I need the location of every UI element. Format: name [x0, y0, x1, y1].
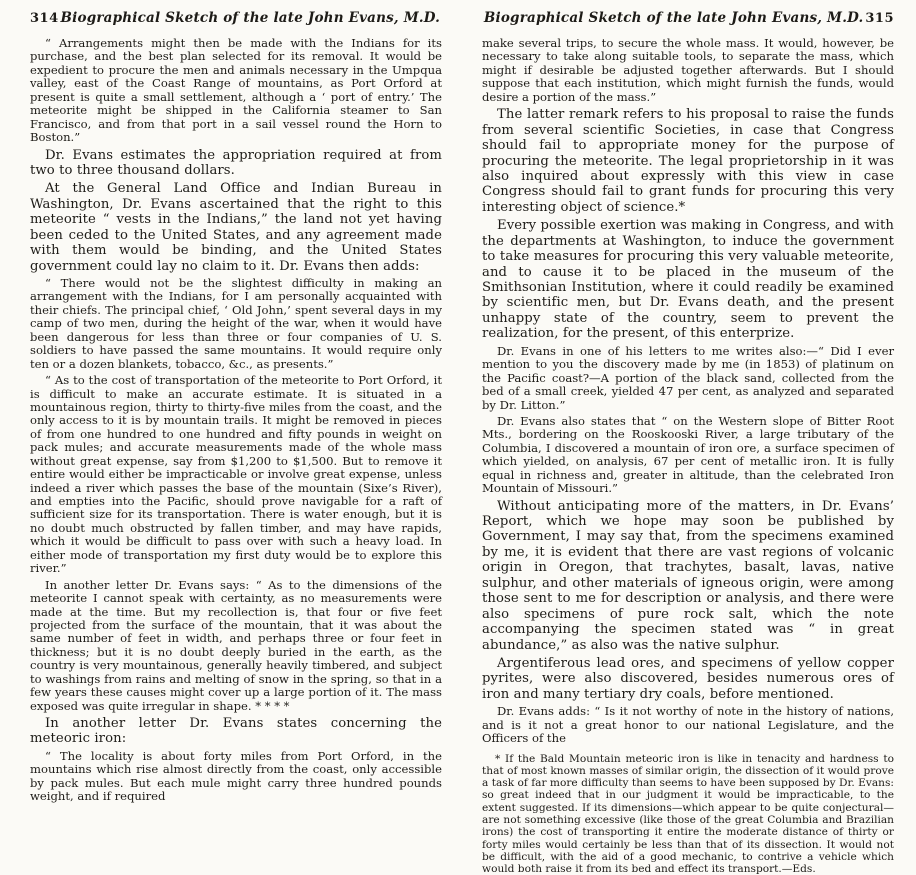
page-315-header [482, 10, 894, 26]
page-number-right: 315 [865, 11, 894, 26]
paragraph: “ The locality is about forty miles from Port Orford, in the mountains which rise almost directly from the coast, only accessible by pack mules. But each mule might carry three hundred pounds weight, and if required [30, 748, 442, 804]
paragraph: Without anticipating more of the matters, in Dr. Evans’ Report, which we hope may soon be published by Government, I may say that, from the specimens examined by me, it is evident that there are vast regions of volcanic origin in Oregon, that trachytes, basalt, lavas, native sulphur, and other materials of igneous origin, were among those sent to me for description or analysis, and there were also specimens of pure rock salt, which the note accompanying the specimen stated was “ in great abundance,” as also was the native sulphur. [482, 498, 894, 653]
page-314-body [30, 37, 442, 804]
paragraph: In another letter Dr. Evans states concerning the meteoric iron: [30, 716, 442, 747]
paragraph: Dr. Evans adds: “ Is it not worthy of note in the history of nations, and is it not a great honor to our national Legislature, and the Officers of the [482, 704, 894, 746]
paragraph: Argentiferous lead ores, and specimens of yellow copper pyrites, were also discovered, besides numerous ores of iron and many tertiary dry coals, before mentioned. [482, 655, 894, 702]
page-number-left: 314 [30, 11, 59, 26]
page-315 [482, 10, 894, 875]
paragraph: make several trips, to secure the whole mass. It would, however, be necessary to take along suitable tools, to separate the mass, which might if desirable be adjusted together afterwards. But I should suppose that each institution, which might furnish the funds, would desire a portion of the mass.” [482, 36, 894, 104]
paragraph: At the General Land Office and Indian Bureau in Washington, Dr. Evans ascertained that the right to this meteorite “ vests in the Indians,” the land not yet having been ceded to the United States, and any agreement made with them would be binding, and the United States government could lay no claim to it. Dr. Evans then adds: [30, 181, 442, 274]
page-315-body [482, 37, 894, 746]
running-title-left: Biographical Sketch of the late John Evans, M.D. [60, 10, 441, 26]
paragraph: “ Arrangements might then be made with the Indians for its purchase, and the best plan selected for its removal. It would be expedient to procure the men and animals necessary in the Umpqua valley, east of the Coast Range of mountains, as Port Orford at present is quite a small settlement, although a ‘ port of entry.’ The meteorite might be shipped in the California steamer to San Francisco, and from that port in a sail vessel round the Horn to Boston.” [30, 36, 442, 145]
paragraph: In another letter Dr. Evans says: “ As to the dimensions of the meteorite I cannot speak with certainty, as no measurements were made at the time. But my recollection is, that four or five feet projected from the surface of the mountain, that it was about the same number of feet in width, and perhaps three or four feet in thickness; but it is no doubt deeply buried in the earth, as the country is very mountainous, generally heavily timbered, and subject to washings from rains and melting of snow in the spring, so that in a few years these causes might cover up a large portion of it. The mass exposed was quite irregular in shape. * * * * [30, 577, 442, 713]
paragraph: The latter remark refers to his proposal to raise the funds from several scientific Societies, in case that Congress should fail to appropriate money for the purpose of procuring the meteorite. The legal proprietorship in it was also inquired about expressly with this view in case Congress should fail to grant funds for procuring this very interesting object of science.* [482, 107, 894, 215]
paragraph: “ As to the cost of transportation of the meteorite to Port Orford, it is difficult to make an accurate estimate. It is situated in a mountainous region, thirty to thirty-five miles from the coast, and the only access to it is by mountain trails. It might be removed in pieces of from one hundred to one hundred and fifty pounds in weight on pack mules; and accurate measurements made of the whole mass without great expense, say from $1,200 to $1,500. But to remove it entire would either be impracticable or involve great expense, unless indeed a river which passes the base of the mountain (Sixe’s River), and empties into the Pacific, should prove navigable for a raft of sufficient size for its transportation. There is water enough, but it is no doubt much obstructed by fallen timber, and may have rapids, which it would be difficult to pass over with such a heavy load. In either mode of transportation my first duty would be to explore this river.” [30, 373, 442, 576]
paragraph: “ There would not be the slightest difficulty in making an arrangement with the Indians, for I am personally acquainted with their chiefs. The principal chief, ‘ Old John,’ spent several days in my camp of two men, during the height of the war, when it would have been dangerous for less than three or four companies of U. S. soldiers to have passed the same mountains. It would require only ten or a dozen blankets, tobacco, &c., as presents.” [30, 276, 442, 371]
paragraph: Every possible exertion was making in Congress, and with the departments at Washington, to induce the government to take measures for procuring this very valuable meteorite, and to cause it to be placed in the museum of the Smithsonian Institution, where it could readily be examined by scientific men, but Dr. Evans death, and the present unhappy state of the country, seem to prevent the realization, for the present, of this enterprize. [482, 218, 894, 342]
page-314-header [30, 10, 442, 26]
footnote: * If the Bald Mountain meteoric iron is like in tenacity and hardness to that of most known masses of similar origin, the dissection of it would prove a task of far more difficulty than seems to have been supposed by Dr. Evans: so great indeed that in our judgment it would be impracticable, to the extent suggested. If its dimensions—which appear to be quite conjectural—are not something excessive (like those of the great Columbia and Brazilian irons) the cost of transporting it entire the moderate distance of thirty or forty miles would certainly be less than that of its dissection. It would not be difficult, with the aid of a good mechanic, to contrive a vehicle which would both raise it from its bed and effect its transport.—Eds. [482, 752, 894, 875]
paragraph: Dr. Evans estimates the appropriation required at from two to three thousand dollars. [30, 147, 442, 178]
running-title-right: Biographical Sketch of the late John Evans, M.D. [483, 10, 864, 26]
paragraph: Dr. Evans also states that “ on the Western slope of Bitter Root Mts., bordering on the Rooskooski River, a large tributary of the Columbia, I discovered a mountain of iron ore, a surface specimen of which yielded, on analysis, 67 per cent of metallic iron. It is fully equal in richness and, greater in altitude, than the celebrated Iron Mountain of Missouri.” [482, 413, 894, 496]
page-314 [30, 10, 442, 807]
paragraph: Dr. Evans in one of his letters to me writes also:—“ Did I ever mention to you the discovery made by me (in 1853) of platinum on the Pacific coast?—A portion of the black sand, collected from the bed of a small creek, yielded 47 per cent, as analyzed and separated by Dr. Litton.” [482, 343, 894, 412]
